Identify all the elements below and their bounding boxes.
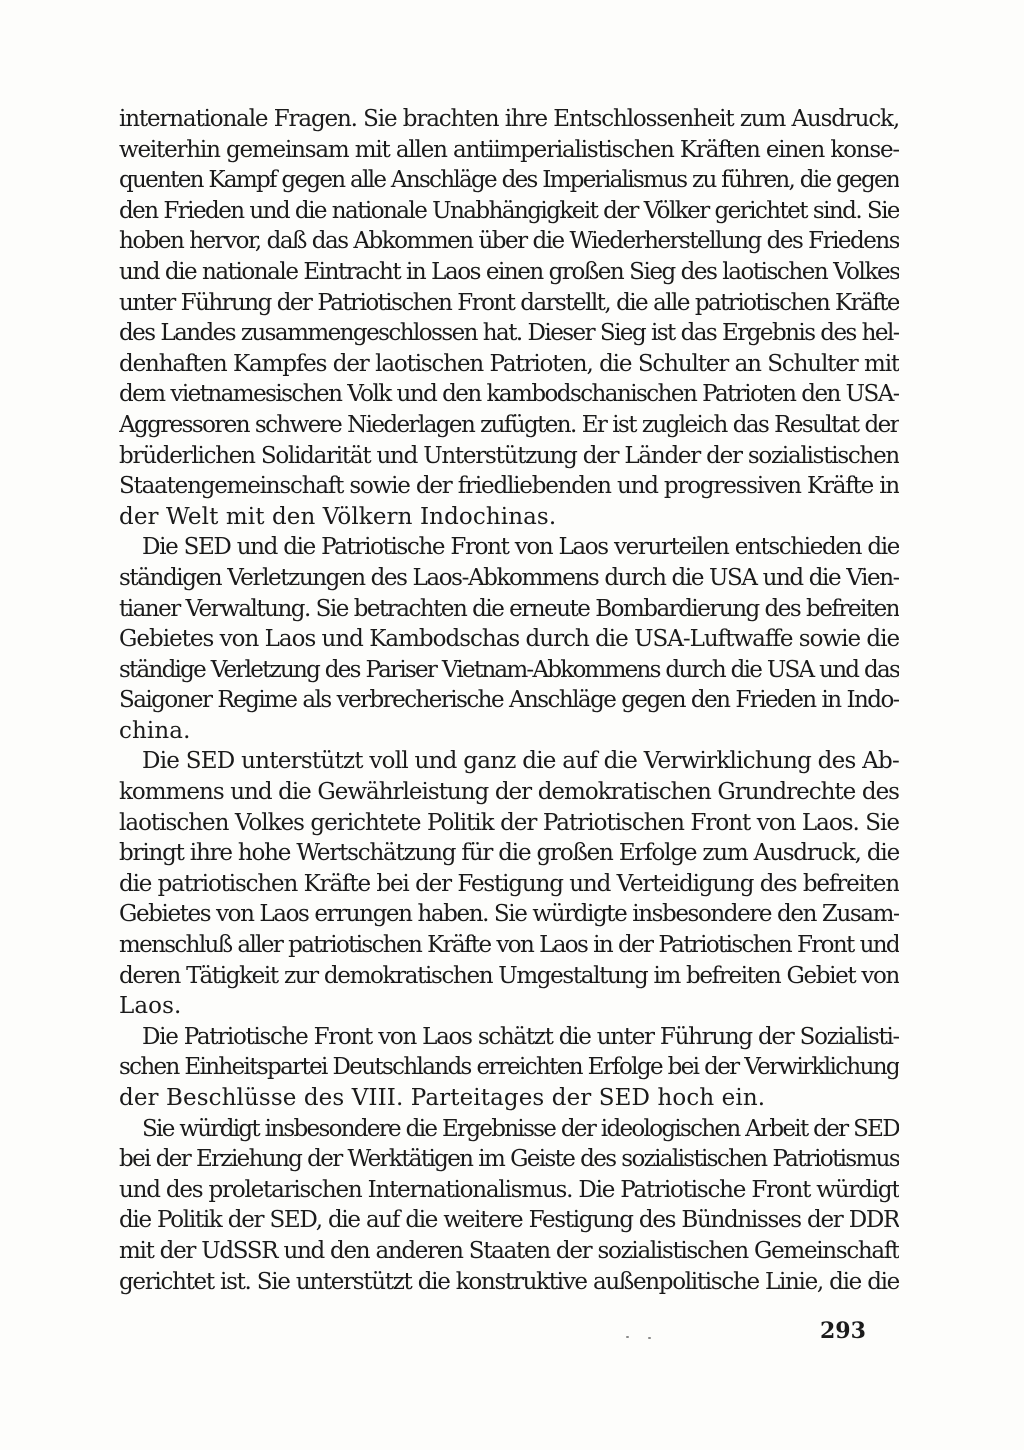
paragraph: [119, 746, 899, 1021]
text-line: gerichtet ist. Sie unterstützt die konstruktive außenpolitische Linie, die die: [119, 1268, 899, 1295]
text-line: china.: [119, 717, 191, 744]
text-line: internationale Fragen. Sie brachten ihre Entschlossenheit zum Ausdruck,: [119, 106, 899, 132]
text-line: weiterhin gemeinsam mit allen antiimperialistischen Kräften einen konse-: [119, 136, 899, 163]
text-line: Saigoner Regime als verbrecherische Anschläge gegen den Frieden in Indo-: [119, 687, 899, 714]
text-line: des Landes zusammengeschlossen hat. Dieser Sieg ist das Ergebnis des hel-: [119, 320, 899, 347]
text-line: Laos.: [119, 993, 182, 1020]
text-line: die patriotischen Kräfte bei der Festigung und Verteidigung des befreiten: [119, 870, 899, 897]
text-line: Staatengemeinschaft sowie der friedliebenden und progressiven Kräfte in: [119, 473, 899, 500]
text-line: Die SED und die Patriotische Front von Laos verurteilen entschieden die: [142, 534, 899, 561]
text-line: schen Einheitspartei Deutschlands erreichten Erfolge bei der Verwirklichung: [119, 1054, 899, 1081]
text-line: mit der UdSSR und den anderen Staaten der sozialistischen Gemeinschaft: [119, 1237, 899, 1264]
text-line: bei der Erziehung der Werktätigen im Geiste des sozialistischen Patriotismus: [119, 1146, 899, 1173]
text-line: hoben hervor, daß das Abkommen über die Wiederherstellung des Friedens: [119, 228, 899, 255]
text-line: Sie würdigt insbesondere die Ergebnisse der ideologischen Arbeit der SED: [142, 1115, 899, 1142]
text-line: die Politik der SED, die auf die weitere Festigung des Bündnisses der DDR: [119, 1207, 899, 1234]
text-line: laotischen Volkes gerichtete Politik der Patriotischen Front von Laos. Sie: [119, 809, 899, 836]
text-line: kommens und die Gewährleistung der demokratischen Grundrechte des: [119, 779, 899, 806]
paragraph: [119, 1114, 899, 1298]
text-line: tianer Verwaltung. Sie betrachten die erneute Bombardierung des befreiten: [119, 595, 899, 622]
text-line: ständigen Verletzungen des Laos-Abkommens durch die USA und die Vien-: [119, 564, 899, 591]
text-line: Die Patriotische Front von Laos schätzt die unter Führung der Sozialisti-: [142, 1023, 899, 1050]
scan-speck: [626, 1336, 629, 1338]
text-line: denhaften Kampfes der laotischen Patrioten, die Schulter an Schulter mit: [119, 350, 899, 377]
text-line: dem vietnamesischen Volk und den kambodschanischen Patrioten den USA-: [119, 381, 899, 408]
text-line: der Beschlüsse des VIII. Parteitages der SED hoch ein.: [119, 1085, 766, 1111]
body-text: [119, 104, 899, 1297]
text-line: und des proletarischen Internationalismus. Die Patriotische Front würdigt: [119, 1176, 899, 1203]
text-line: ständige Verletzung des Pariser Vietnam-Abkommens durch die USA und das: [119, 656, 899, 683]
page-number: 293: [820, 1318, 866, 1344]
paragraph: [119, 1022, 899, 1114]
text-line: quenten Kampf gegen alle Anschläge des Imperialismus zu führen, die gegen: [119, 167, 899, 194]
text-line: Gebietes von Laos errungen haben. Sie würdigte insbesondere den Zusam-: [119, 901, 899, 928]
text-line: Die SED unterstützt voll und ganz die auf die Verwirklichung des Ab-: [142, 748, 899, 775]
text-line: unter Führung der Patriotischen Front darstellt, die alle patriotischen Kräfte: [119, 289, 899, 316]
paragraph: [119, 532, 899, 746]
text-line: Gebietes von Laos und Kambodschas durch die USA-Luftwaffe sowie die: [119, 626, 899, 653]
text-line: deren Tätigkeit zur demokratischen Umgestaltung im befreiten Gebiet von: [119, 962, 899, 989]
text-line: der Welt mit den Völkern Indochinas.: [119, 503, 557, 530]
text-line: Aggressoren schwere Niederlagen zufügten. Er ist zugleich das Resultat der: [119, 411, 899, 438]
text-line: den Frieden und die nationale Unabhängigkeit der Völker gerichtet sind. Sie: [119, 197, 899, 224]
text-line: bringt ihre hohe Wertschätzung für die großen Erfolge zum Ausdruck, die: [119, 840, 899, 867]
text-line: und die nationale Eintracht in Laos einen großen Sieg des laotischen Volkes: [119, 258, 899, 285]
scan-speck: [648, 1337, 651, 1339]
text-line: menschluß aller patriotischen Kräfte von Laos in der Patriotischen Front und: [119, 932, 899, 959]
text-line: brüderlichen Solidarität und Unterstützung der Länder der sozialistischen: [119, 442, 899, 469]
paragraph: [119, 104, 899, 532]
